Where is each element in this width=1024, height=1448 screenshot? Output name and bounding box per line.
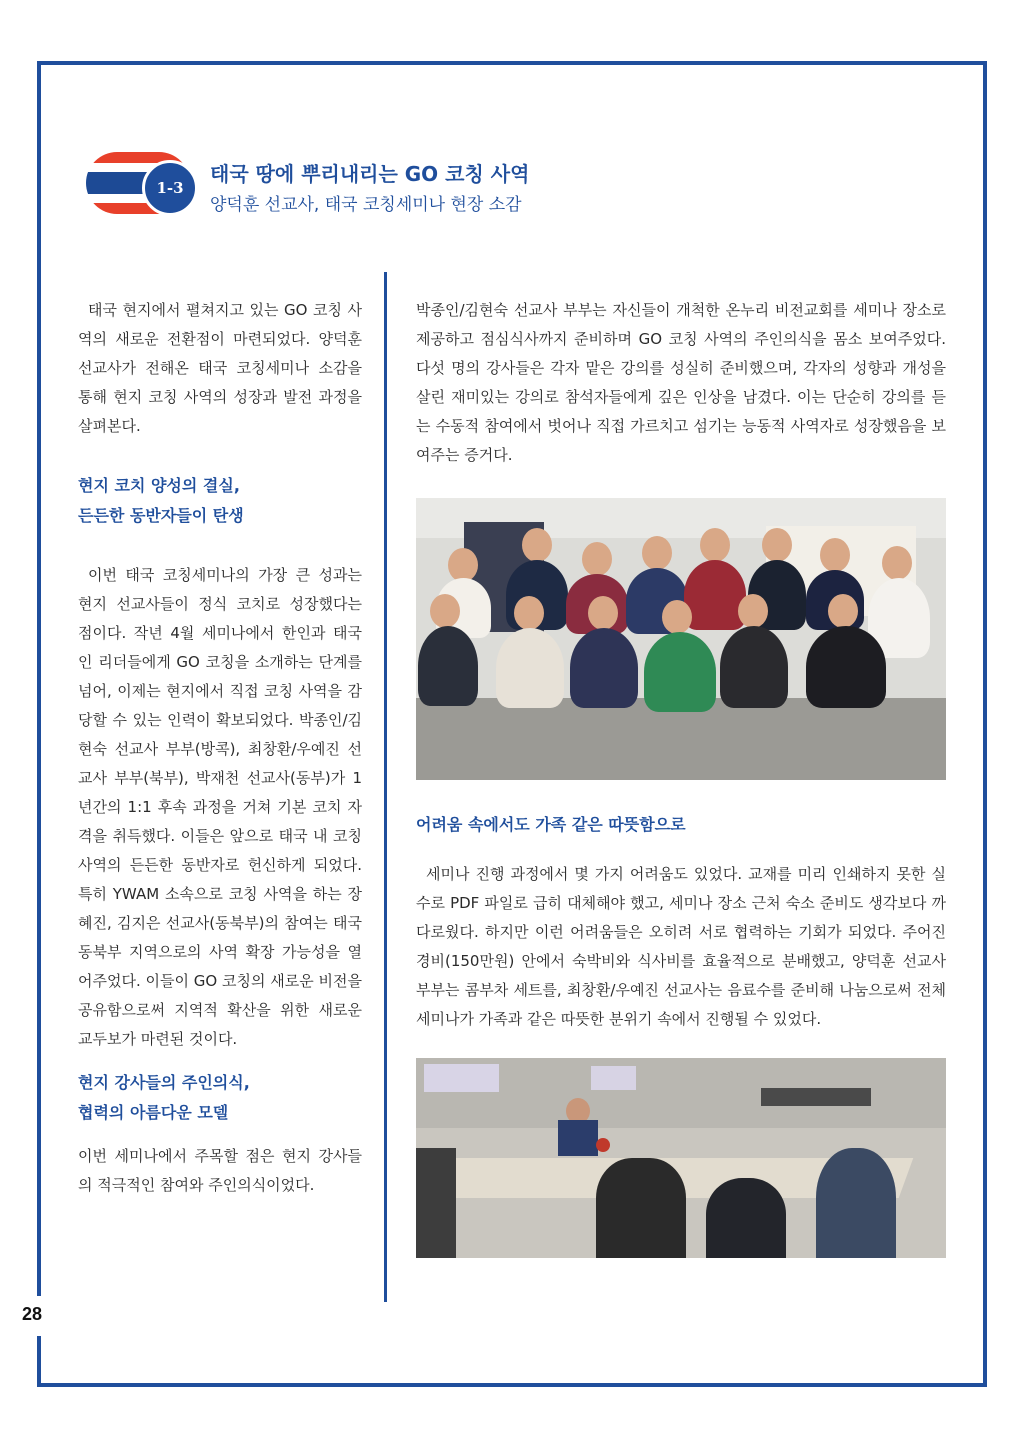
right-column xyxy=(416,296,946,1258)
right-paragraph-2: 세미나 진행 과정에서 몇 가지 어려움도 있었다. 교재를 미리 인쇄하지 못한 실수로 PDF 파일로 급히 대체해야 했고, 세미나 장소 근처 숙소 준비도 생각보다 까다로웠다. 하지만 이런 어려움들은 오히려 서로 협력하는 기회가 되었다. 주어진 경비(150만원) 안에서 숙박비와 식사비를 효율적으로 분배했고, 양덕훈 선교사 부부는 콤부차 세트를, 최창환/우예진 선교사는 음료수를 준비해 나눔으로써 전체 세미나가 가족과 같은 따뜻한 분위기 속에서 진행될 수 있었다. xyxy=(416,865,946,1028)
group-photo xyxy=(416,498,946,780)
section-number-badge: 1-3 xyxy=(142,160,198,216)
section-1-paragraph: 이번 태국 코칭세미나의 가장 큰 성과는 현지 선교사들이 정식 코치로 성장했다는 점이다. 작년 4월 세미나에서 한인과 태국인 리더들에게 GO 코칭을 소개하는 단계를 넘어, 이제는 현지에서 직접 코칭 사역을 감당할 수 있는 인력이 확보되었다. 박종인/김현숙 선교사 부부(방콕), 최창환/우예진 선교사 부부(북부), 박재천 선교사(동부)가 1년간의 1:1 후속 과정을 거쳐 기본 코치 자격을 취득했다. 이들은 앞으로 태국 내 코칭 사역의 든든한 동반자로 헌신하게 되었다. 특히 YWAM 소속으로 코칭 사역을 하는 장혜진, 김지은 선교사(동북부)의 참여는 태국 동북부 지역으로의 사역 확장 가능성을 열어주었다. 이들이 GO 코칭의 새로운 비전을 공유함으로써 지역적 확산을 위한 새로운 교두보가 마련된 것이다. xyxy=(78,566,362,1048)
subhead-3: 어려움 속에서도 가족 같은 따뜻함으로 xyxy=(416,815,686,834)
page-number: 28 xyxy=(22,1304,43,1324)
subhead-2-line-2: 협력의 아름다운 모델 xyxy=(78,1103,229,1122)
subhead-2-line-1: 현지 강사들의 주인의식, xyxy=(78,1073,250,1092)
section-subtitle: 양덕훈 선교사, 태국 코칭세미나 현장 소감 xyxy=(210,195,522,215)
right-paragraph-1: 박종인/김현숙 선교사 부부는 자신들이 개척한 온누리 비전교회를 세미나 장소로 제공하고 점심식사까지 준비하며 GO 코칭 사역의 주인의식을 몸소 보여주었다. 다섯 명의 강사들은 각자 맡은 강의를 성실히 준비했으며, 각자의 성향과 개성을 살린 재미있는 강의로 참석자들에게 깊은 인상을 남겼다. 이는 단순히 강의를 듣는 수동적 참여에서 벗어나 직접 가르치고 섬기는 능동적 사역자로 성장했음을 보여주는 증거다. xyxy=(416,301,946,464)
intro-paragraph: 태국 현지에서 펼쳐지고 있는 GO 코칭 사역의 새로운 전환점이 마련되었다. 양덕훈 선교사가 전해온 태국 코칭세미나 소감을 통해 현지 코칭 사역의 성장과 발전 과정을 살펴본다. xyxy=(78,301,362,435)
subhead-1 xyxy=(78,471,362,531)
section-2-paragraph: 이번 세미나에서 주목할 점은 현지 강사들의 적극적인 참여와 주인의식이었다. xyxy=(78,1147,362,1194)
subhead-2 xyxy=(78,1068,362,1128)
seminar-photo xyxy=(416,1058,946,1258)
column-divider xyxy=(384,272,387,1302)
subhead-1-line-1: 현지 코치 양성의 결실, xyxy=(78,476,240,495)
left-column xyxy=(78,296,362,1200)
section-title: 태국 땅에 뿌리내리는 GO 코칭 사역 xyxy=(210,162,530,186)
subhead-1-line-2: 든든한 동반자들이 탄생 xyxy=(78,506,244,525)
